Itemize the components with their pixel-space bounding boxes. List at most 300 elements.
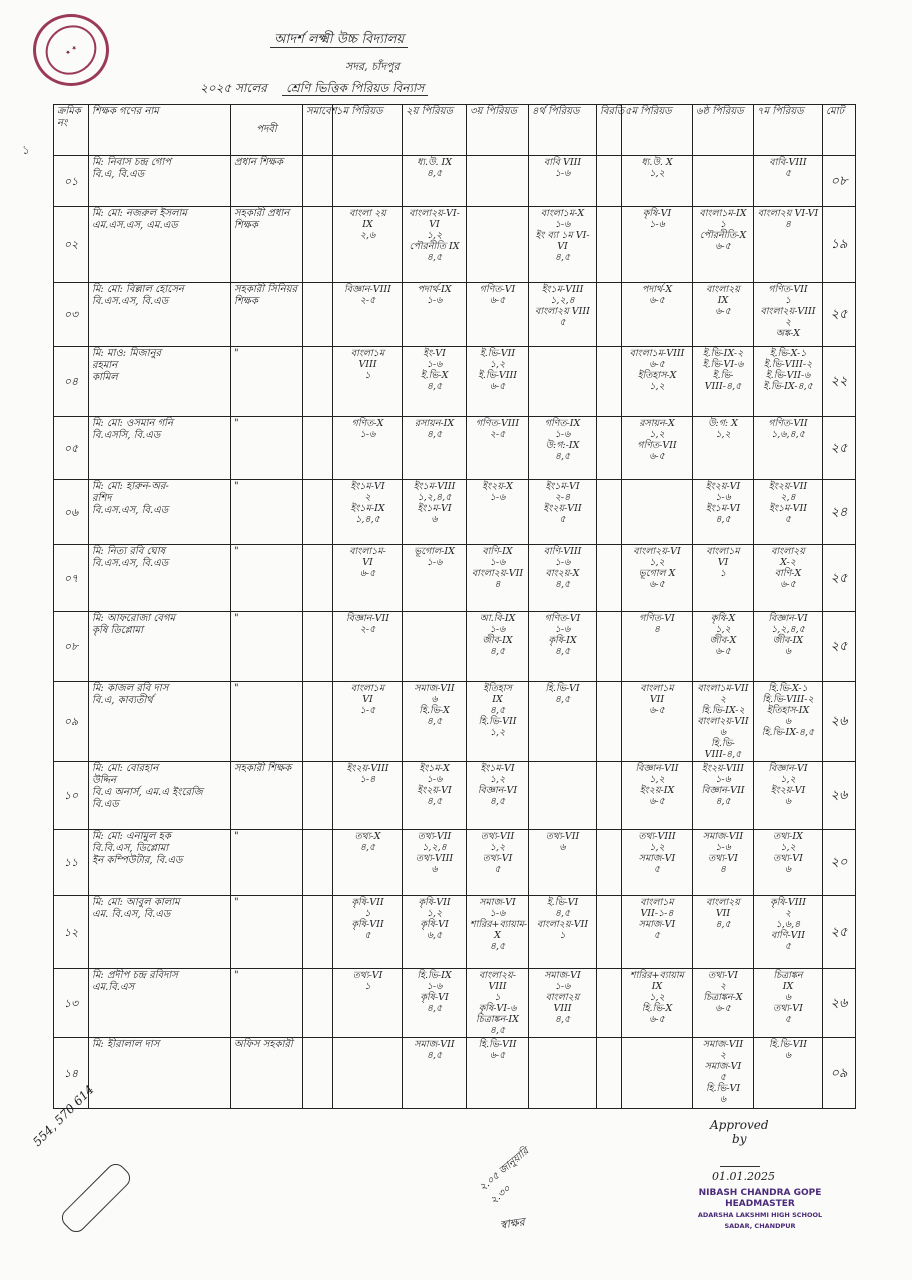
period-p1-text: বাংলা ২য় IX ২,৬ <box>349 208 386 241</box>
table-row <box>54 612 856 682</box>
period-p6-cell <box>693 545 754 612</box>
period-p1-text: বিজ্ঞান-VIII ২-৫ <box>344 284 391 306</box>
period-p1-text: বিজ্ঞান-VII ২-৫ <box>345 613 390 635</box>
assembly-cell <box>303 612 333 682</box>
header-row <box>54 105 856 156</box>
period-p5-cell <box>622 830 693 896</box>
col-p2: ২য় পিরিয়ড <box>403 105 467 156</box>
serial-text: ১০ <box>63 789 79 802</box>
period-p4-cell <box>529 207 597 283</box>
assembly-cell <box>303 417 333 480</box>
serial-text: ০৯ <box>63 715 79 728</box>
period-p5-text: কৃষি-VI ১-৬ <box>642 208 672 230</box>
teacher-name-text: মি: মো: বিল্লাল হোসেন বি.এস.এস, বি.এড <box>92 284 184 307</box>
period-p4-cell <box>529 347 597 417</box>
period-p6-cell <box>693 417 754 480</box>
period-p2-cell <box>403 347 467 417</box>
period-p7-text: হি.ভি-VII ৬ <box>768 1039 808 1061</box>
serial-cell <box>54 347 89 417</box>
table-row <box>54 969 856 1038</box>
total-cell <box>823 207 856 283</box>
period-p7-text: হি.ভি-X-১ হি.ভি-VIII-২ ইতিহাস-IX ৬ হি.ভি-IX-৪,৫ <box>761 683 815 738</box>
period-p3-cell <box>467 480 529 545</box>
teacher-name-cell <box>89 1038 231 1109</box>
school-name-text: আদর্শ লক্ষ্মী উচ্চ বিদ্যালয় <box>270 32 408 48</box>
break-cell <box>597 762 622 830</box>
break-cell <box>597 612 622 682</box>
designation-cell <box>231 417 303 480</box>
serial-cell <box>54 762 89 830</box>
period-p2-cell <box>403 207 467 283</box>
period-p3-text: তথ্য-VII ১,২ তথ্য-VI ৫ <box>480 831 515 875</box>
period-p7-cell <box>754 762 823 830</box>
teacher-name-text: মি: মো: আবুল কালাম এম. বি.এস, বি.এড <box>92 897 180 920</box>
period-p1-cell <box>333 417 403 480</box>
period-p7-cell <box>754 207 823 283</box>
assembly-cell <box>303 830 333 896</box>
period-p7-cell <box>754 480 823 545</box>
period-p1-cell <box>333 207 403 283</box>
period-p6-cell <box>693 207 754 283</box>
designation-text: " <box>234 897 239 908</box>
teacher-name-cell <box>89 896 231 969</box>
period-p6-cell <box>693 1038 754 1109</box>
period-p2-text: কৃষি-VII ১,২ কৃষি-VI ৬,৫ <box>418 897 451 941</box>
period-p6-text: উ:গ: X ১,২ <box>708 418 738 440</box>
serial-text: ০৫ <box>63 441 79 455</box>
period-p2-cell <box>403 545 467 612</box>
designation-text: সহকারী প্রধান শিক্ষক <box>234 208 290 231</box>
serial-cell <box>54 417 89 480</box>
table-row <box>54 347 856 417</box>
teacher-name-text: মি: হীরালাল দাস <box>92 1039 160 1050</box>
period-p3-text: সমাজ-VI ১-৬ শারির+ব্যায়াম-X ৪,৫ <box>470 897 528 952</box>
assembly-cell <box>303 682 333 762</box>
assembly-cell <box>303 207 333 283</box>
teacher-name-cell <box>89 207 231 283</box>
period-p4-cell <box>529 283 597 347</box>
period-p7-cell <box>754 1038 823 1109</box>
period-p4-cell <box>529 1038 597 1109</box>
period-p5-text: তথ্য-VIII ১,২ সমাজ-VI ৫ <box>638 831 676 875</box>
total-cell <box>823 156 856 207</box>
period-p1-text: ইং১ম-VI ২ ইং১ম-IX ১,৪,৫ <box>350 481 385 525</box>
period-p3-cell <box>467 612 529 682</box>
receiver-note: ২.০৫ জানুয়ারি ২.৩০ <box>477 1145 532 1207</box>
period-p6-text: সমাজ-VII ১-৬ তথ্য-VI ৪ <box>702 831 744 875</box>
designation-text: " <box>234 418 239 429</box>
period-p2-cell <box>403 762 467 830</box>
period-p5-text: পদার্থ-X ৬-৫ <box>641 284 673 306</box>
table-row <box>54 830 856 896</box>
period-p2-text: ইং১ম-VIII ১,২,৪,৫ ইং১ম-VI ৬ <box>413 481 456 525</box>
period-p4-text: ইং১ম-VI ২-৪ ইং২য়-VII ৫ <box>543 481 582 525</box>
break-cell <box>597 1038 622 1109</box>
period-p5-cell <box>622 417 693 480</box>
table-row <box>54 682 856 762</box>
table-row <box>54 417 856 480</box>
total-text: ২৫ <box>830 570 848 586</box>
period-p2-cell <box>403 612 467 682</box>
teacher-name-text: মি: মো: বোরহান উদ্দিন বি.এ অনার্স, এম.এ ইংরেজি বি.এড <box>92 763 203 810</box>
period-p7-cell <box>754 682 823 762</box>
hm-title: HEADMASTER <box>725 1199 795 1209</box>
break-cell <box>597 682 622 762</box>
period-p2-text: ভূগোল-IX ১-৬ <box>414 546 455 568</box>
total-text: ০৯ <box>830 1065 848 1081</box>
margin-mark: ১ <box>22 143 30 157</box>
serial-cell <box>54 156 89 207</box>
period-p5-cell <box>622 896 693 969</box>
total-text: ২০ <box>830 855 848 870</box>
total-text: ২৫ <box>830 924 848 940</box>
period-p3-text: গণিত-VIII ২-৫ <box>475 418 520 440</box>
designation-text: সহকারী সিনিয়র শিক্ষক <box>234 284 297 307</box>
period-p6-cell <box>693 969 754 1038</box>
period-p6-cell <box>693 283 754 347</box>
period-p7-cell <box>754 896 823 969</box>
break-cell <box>597 283 622 347</box>
period-p2-cell <box>403 830 467 896</box>
teacher-name-text: মি: মাও: মিজানুর রহমান কামিল <box>92 348 162 383</box>
period-p6-text: বাংলা১ম-VII ২ হি.ভি-IX-২ বাংলা২য়-VII ৬ হি.ভি-VIII-৪,৫ <box>697 683 749 760</box>
serial-cell <box>54 830 89 896</box>
period-p2-text: রসায়ন-IX ৪,৫ <box>414 418 455 440</box>
period-p1-cell <box>333 347 403 417</box>
period-p3-cell <box>467 762 529 830</box>
period-p4-text: ই.ভি-VI ৪,৫ বাংলা২য়-VII ১ <box>536 897 589 941</box>
teacher-name-text: মি: প্রদীপ চন্দ্র রবিদাস এম.বি.এস <box>92 970 178 993</box>
serial-cell <box>54 480 89 545</box>
total-text: ০৮ <box>830 173 848 189</box>
designation-cell <box>231 545 303 612</box>
period-p2-cell <box>403 1038 467 1109</box>
period-p7-cell <box>754 283 823 347</box>
period-p4-text: গণিত-VI ১-৬ কৃষি-IX ৪,৫ <box>544 613 581 657</box>
assembly-cell <box>303 480 333 545</box>
serial-cell <box>54 682 89 762</box>
period-p6-cell <box>693 896 754 969</box>
designation-cell <box>231 480 303 545</box>
period-p4-text: তথ্য-VII ৬ <box>545 831 580 853</box>
designation-text: " <box>234 546 239 557</box>
period-p1-text: গণিত-X ১-৬ <box>351 418 384 440</box>
period-p5-text: গণিত-VI ৪ <box>639 613 675 635</box>
col-break: বিরতি <box>597 105 622 156</box>
period-p1-cell <box>333 156 403 207</box>
designation-text: " <box>234 831 239 842</box>
total-cell <box>823 480 856 545</box>
serial-cell <box>54 896 89 969</box>
designation-cell <box>231 969 303 1038</box>
total-text: ২৫ <box>830 639 848 654</box>
routine-table <box>53 104 856 1109</box>
period-p7-text: বাংলা২য় X-২ বাণি-X ৬-৫ <box>771 546 805 590</box>
teacher-name-text: মি: মো: হারুন-অর- রশিদ বি.এস.এস, বি.এড <box>92 481 169 516</box>
period-p1-cell <box>333 480 403 545</box>
break-cell <box>597 480 622 545</box>
hm-name: NIBASH CHANDRA GOPE <box>698 1188 822 1198</box>
period-p1-text: কৃষি-VII ১ কৃষি-VII ৫ <box>351 897 384 941</box>
period-p1-cell <box>333 682 403 762</box>
period-p5-text: শারির+ব্যায়াম IX ১,২ হি.ভি-X ৬-৫ <box>630 970 684 1025</box>
serial-text: ০৬ <box>63 505 79 519</box>
period-p1-cell <box>333 1038 403 1109</box>
period-p5-text: বাংলা১ম-VIII ৬-৫ ইতিহাস-X ১,২ <box>629 348 685 392</box>
period-p4-cell <box>529 545 597 612</box>
table-row <box>54 156 856 207</box>
period-p5-cell <box>622 283 693 347</box>
period-p5-cell <box>622 156 693 207</box>
period-p7-cell <box>754 969 823 1038</box>
assembly-cell <box>303 283 333 347</box>
period-p5-cell <box>622 1038 693 1109</box>
serial-text: ০৮ <box>63 640 79 653</box>
col-p5: ৫ম পিরিয়ড <box>622 105 693 156</box>
period-p1-cell <box>333 969 403 1038</box>
period-p6-text: ইং২য়-VI ১-৬ ইং১ম-VI ৪,৫ <box>705 481 741 525</box>
serial-text: ১২ <box>63 925 79 939</box>
break-cell <box>597 896 622 969</box>
period-p2-text: সমাজ-VII ৬ হি.ভি-X ৪,৫ <box>414 683 455 727</box>
period-p5-cell <box>622 207 693 283</box>
col-designation: পদবী <box>231 105 303 156</box>
period-p3-cell <box>467 417 529 480</box>
table-row <box>54 480 856 545</box>
headmaster-stamp <box>690 1188 830 1232</box>
total-cell <box>823 283 856 347</box>
period-p4-cell <box>529 969 597 1038</box>
period-p3-text: ইং১ম-VI ১,২ বিজ্ঞান-VI ৪,৫ <box>477 763 518 807</box>
headmaster-signature <box>720 1158 760 1167</box>
period-p6-text: ই.ভি-IX-২ ই.ভি-VI-৬ ই.ভি-VIII-৪,৫ <box>702 348 744 392</box>
total-text: ১৯ <box>830 237 848 252</box>
designation-cell <box>231 1038 303 1109</box>
total-text: ২৬ <box>830 995 848 1011</box>
period-p1-cell <box>333 283 403 347</box>
period-p2-cell <box>403 969 467 1038</box>
period-p3-text: ই.ভি-VII ১,২ ই.ভি-VIII ৬-৫ <box>477 348 518 392</box>
period-p3-cell <box>467 283 529 347</box>
total-text: ২৬ <box>830 714 848 729</box>
period-p5-cell <box>622 347 693 417</box>
break-cell <box>597 545 622 612</box>
period-p7-cell <box>754 417 823 480</box>
teacher-name-cell <box>89 830 231 896</box>
col-sl: ক্রমিক নং <box>54 105 89 156</box>
period-p5-text: বাংলা২য়-VI ১,২ ভূগোল X ৬-৫ <box>633 546 681 590</box>
period-p7-text: চিত্রাঙ্কন IX ৬ তথ্য-VI ৫ <box>773 970 803 1025</box>
period-p1-cell <box>333 830 403 896</box>
period-p5-text: বিজ্ঞান-VII ১,২ ইং২য়-IX ৬-৫ <box>635 763 679 807</box>
period-p2-text: পদার্থ-IX ১-৬ <box>417 284 452 306</box>
period-p2-text: ইং১ম-X ১-৬ ইং২য়-VI ৪,৫ <box>417 763 452 807</box>
table-row <box>54 896 856 969</box>
period-p2-cell <box>403 682 467 762</box>
period-p6-cell <box>693 682 754 762</box>
period-p5-text: বাংলা১ম VII-১-৪ সমাজ-VI ৫ <box>638 897 676 941</box>
total-text: ২২ <box>830 374 848 389</box>
teacher-name-text: মি: কাজল রবি দাস বি.এ, কাব্যতীর্থ <box>92 683 169 706</box>
period-p5-text: ধ্য.উ. X ১,২ <box>641 157 673 179</box>
total-cell <box>823 896 856 969</box>
serial-cell <box>54 207 89 283</box>
assembly-cell <box>303 545 333 612</box>
period-p6-text: বাংলা২য় IX ৬-৫ <box>706 284 740 317</box>
period-p6-cell <box>693 830 754 896</box>
period-p1-text: ইং২য়-VIII ১-৪ <box>346 763 389 785</box>
period-p6-text: কৃষি-X ১,২ জীব-X ৬-৫ <box>709 613 737 657</box>
period-p3-text: হি.ভি-VII ৬-৫ <box>478 1039 517 1061</box>
total-cell <box>823 762 856 830</box>
period-p4-cell <box>529 612 597 682</box>
routine-heading: শ্রেণি ভিত্তিক পিরিয়ড বিন্যাস <box>282 81 428 96</box>
teacher-name-text: মি: আফরোজা বেগম কৃষি ডিপ্লোমা <box>92 613 176 636</box>
serial-text: ০৭ <box>63 571 79 585</box>
serial-text: ০৩ <box>63 308 79 321</box>
period-p6-text: তথ্য-VI ২ চিত্রাঙ্কন-X ৬-৫ <box>703 970 743 1014</box>
period-p7-text: কৃষি-VIII ২ ১,৬,৪ বাণি-VII ৫ <box>770 897 806 952</box>
total-cell <box>823 612 856 682</box>
serial-text: ১৪ <box>63 1066 79 1080</box>
receiver-signature: স্বাক্ষর <box>499 1215 526 1232</box>
teacher-name-cell <box>89 545 231 612</box>
col-p1: ১ম পিরিয়ড <box>333 105 403 156</box>
period-p3-cell <box>467 969 529 1038</box>
footer-faded-stamp <box>58 1160 134 1236</box>
period-p7-text: বিজ্ঞান-VI ১,২,৪,৫ জীব-IX ৬ <box>768 613 808 657</box>
assembly-cell <box>303 156 333 207</box>
period-p5-cell <box>622 480 693 545</box>
designation-text: " <box>234 348 239 359</box>
period-p1-text: বাংলা১ম VI ১-৫ <box>350 683 385 716</box>
period-p6-text: ইং২য়-VIII ১-৬ বিজ্ঞান-VII ৪,৫ <box>701 763 745 807</box>
teacher-name-text: মি: মো: এনামুল হক বি.বি.এস, ডিপ্লোমা ইন কম্পিউটার, বি.এড <box>92 831 183 866</box>
period-p4-cell <box>529 480 597 545</box>
period-p3-cell <box>467 830 529 896</box>
period-p2-text: বাংলা২য়-VI-VI ১,২ পৌরনীতি IX ৪,৫ <box>409 208 460 263</box>
period-p7-cell <box>754 830 823 896</box>
routine-year: ২০২৫ সালের <box>200 81 267 95</box>
serial-cell <box>54 612 89 682</box>
col-name: শিক্ষক গণের নাম <box>89 105 231 156</box>
period-p1-text: তথ্য-X ৪,৫ <box>354 831 381 853</box>
period-p1-cell <box>333 896 403 969</box>
period-p7-cell <box>754 156 823 207</box>
break-cell <box>597 417 622 480</box>
col-p6: ৬ষ্ঠ পিরিয়ড <box>693 105 754 156</box>
period-p2-cell <box>403 156 467 207</box>
total-cell <box>823 969 856 1038</box>
period-p2-cell <box>403 896 467 969</box>
designation-cell <box>231 207 303 283</box>
period-p7-text: বিজ্ঞান-VI ১,২ ইং২য়-VI ৬ <box>768 763 808 807</box>
total-cell <box>823 830 856 896</box>
period-p4-text: হি.ভি-VI ৪,৫ <box>545 683 580 705</box>
period-p4-cell <box>529 762 597 830</box>
designation-cell <box>231 896 303 969</box>
period-p1-text: বাংলা১ম VIII ১ <box>350 348 385 381</box>
teacher-name-cell <box>89 347 231 417</box>
teacher-name-cell <box>89 417 231 480</box>
serial-text: ১১ <box>63 856 79 869</box>
period-p5-cell <box>622 682 693 762</box>
period-p3-text: ইং২য়-X ১-৬ <box>482 481 513 503</box>
period-p7-cell <box>754 545 823 612</box>
col-p7: ৭ম পিরিয়ড <box>754 105 823 156</box>
period-p7-text: ইং২য়-VII ২,৪ ইং১ম-VII ৫ <box>768 481 808 525</box>
designation-text: " <box>234 613 239 624</box>
period-p3-text: গণিত-VI ৬-৫ <box>479 284 516 306</box>
assembly-cell <box>303 896 333 969</box>
period-p2-text: সমাজ-VII ৪,৫ <box>414 1039 455 1061</box>
serial-text: ১৩ <box>63 996 79 1010</box>
assembly-cell <box>303 347 333 417</box>
table-row <box>54 762 856 830</box>
break-cell <box>597 207 622 283</box>
routine-title <box>200 80 428 100</box>
period-p4-text: বাবি VIII ১-৬ <box>543 157 582 179</box>
school-address: সদর, চাঁদপুর <box>345 60 400 73</box>
period-p7-cell <box>754 347 823 417</box>
total-cell <box>823 417 856 480</box>
period-p6-cell <box>693 762 754 830</box>
period-p6-cell <box>693 480 754 545</box>
period-p3-text: বাণি-IX ১-৬ বাংলা২য়-VII ৪ <box>471 546 524 590</box>
period-p1-cell <box>333 612 403 682</box>
designation-text: " <box>234 970 239 981</box>
serial-text: ০২ <box>63 238 79 251</box>
period-p2-text: তথ্য-VII ১,২,৪ তথ্য-VIII ৬ <box>415 831 454 875</box>
designation-cell <box>231 682 303 762</box>
period-p4-cell <box>529 156 597 207</box>
period-p7-text: গণিত-VII ১,৬,৪,৫ <box>768 418 808 440</box>
total-text: ২৪ <box>830 504 848 520</box>
period-p1-cell <box>333 762 403 830</box>
assembly-cell <box>303 1038 333 1109</box>
period-p4-cell <box>529 830 597 896</box>
period-p6-text: বাংলা২য় VII ৪,৫ <box>706 897 740 930</box>
teacher-name-cell <box>89 480 231 545</box>
period-p6-cell <box>693 156 754 207</box>
period-p6-text: বাংলা১ম VI ১ <box>706 546 740 579</box>
period-p6-text: সমাজ-VII ২ সমাজ-VI ৫ হি.ভি-VI ৬ <box>702 1039 744 1105</box>
period-p5-cell <box>622 762 693 830</box>
designation-cell <box>231 830 303 896</box>
period-p4-cell <box>529 682 597 762</box>
period-p6-cell <box>693 347 754 417</box>
period-p1-cell <box>333 545 403 612</box>
break-cell <box>597 156 622 207</box>
table-row <box>54 283 856 347</box>
period-p3-text: আ.বি-IX ১-৬ জীব-IX ৪,৫ <box>479 613 516 657</box>
period-p7-text: গণিত-VII ১ বাংলা২য়-VIII ২ অঙ্ক-X <box>760 284 816 339</box>
footer-numbers: 554, 570 614 <box>30 1082 97 1149</box>
col-p3: ৩য় পিরিয়ড <box>467 105 529 156</box>
teacher-name-text: মি: নিবাস চন্দ্র গোপ বি.এ, বি.এড <box>92 157 172 180</box>
period-p2-cell <box>403 480 467 545</box>
period-p5-cell <box>622 545 693 612</box>
serial-cell <box>54 969 89 1038</box>
period-p4-text: গণিত-IX ১-৬ উ:গ:-IX ৪,৫ <box>544 418 581 462</box>
period-p4-cell <box>529 417 597 480</box>
period-p4-text: সমাজ-VI ১-৬ বাংলা২য় VIII ৪,৫ <box>544 970 581 1025</box>
period-p5-cell <box>622 612 693 682</box>
col-p4: ৪র্থ পিরিয়ড <box>529 105 597 156</box>
school-name <box>270 30 408 51</box>
period-p5-cell <box>622 969 693 1038</box>
designation-cell <box>231 612 303 682</box>
